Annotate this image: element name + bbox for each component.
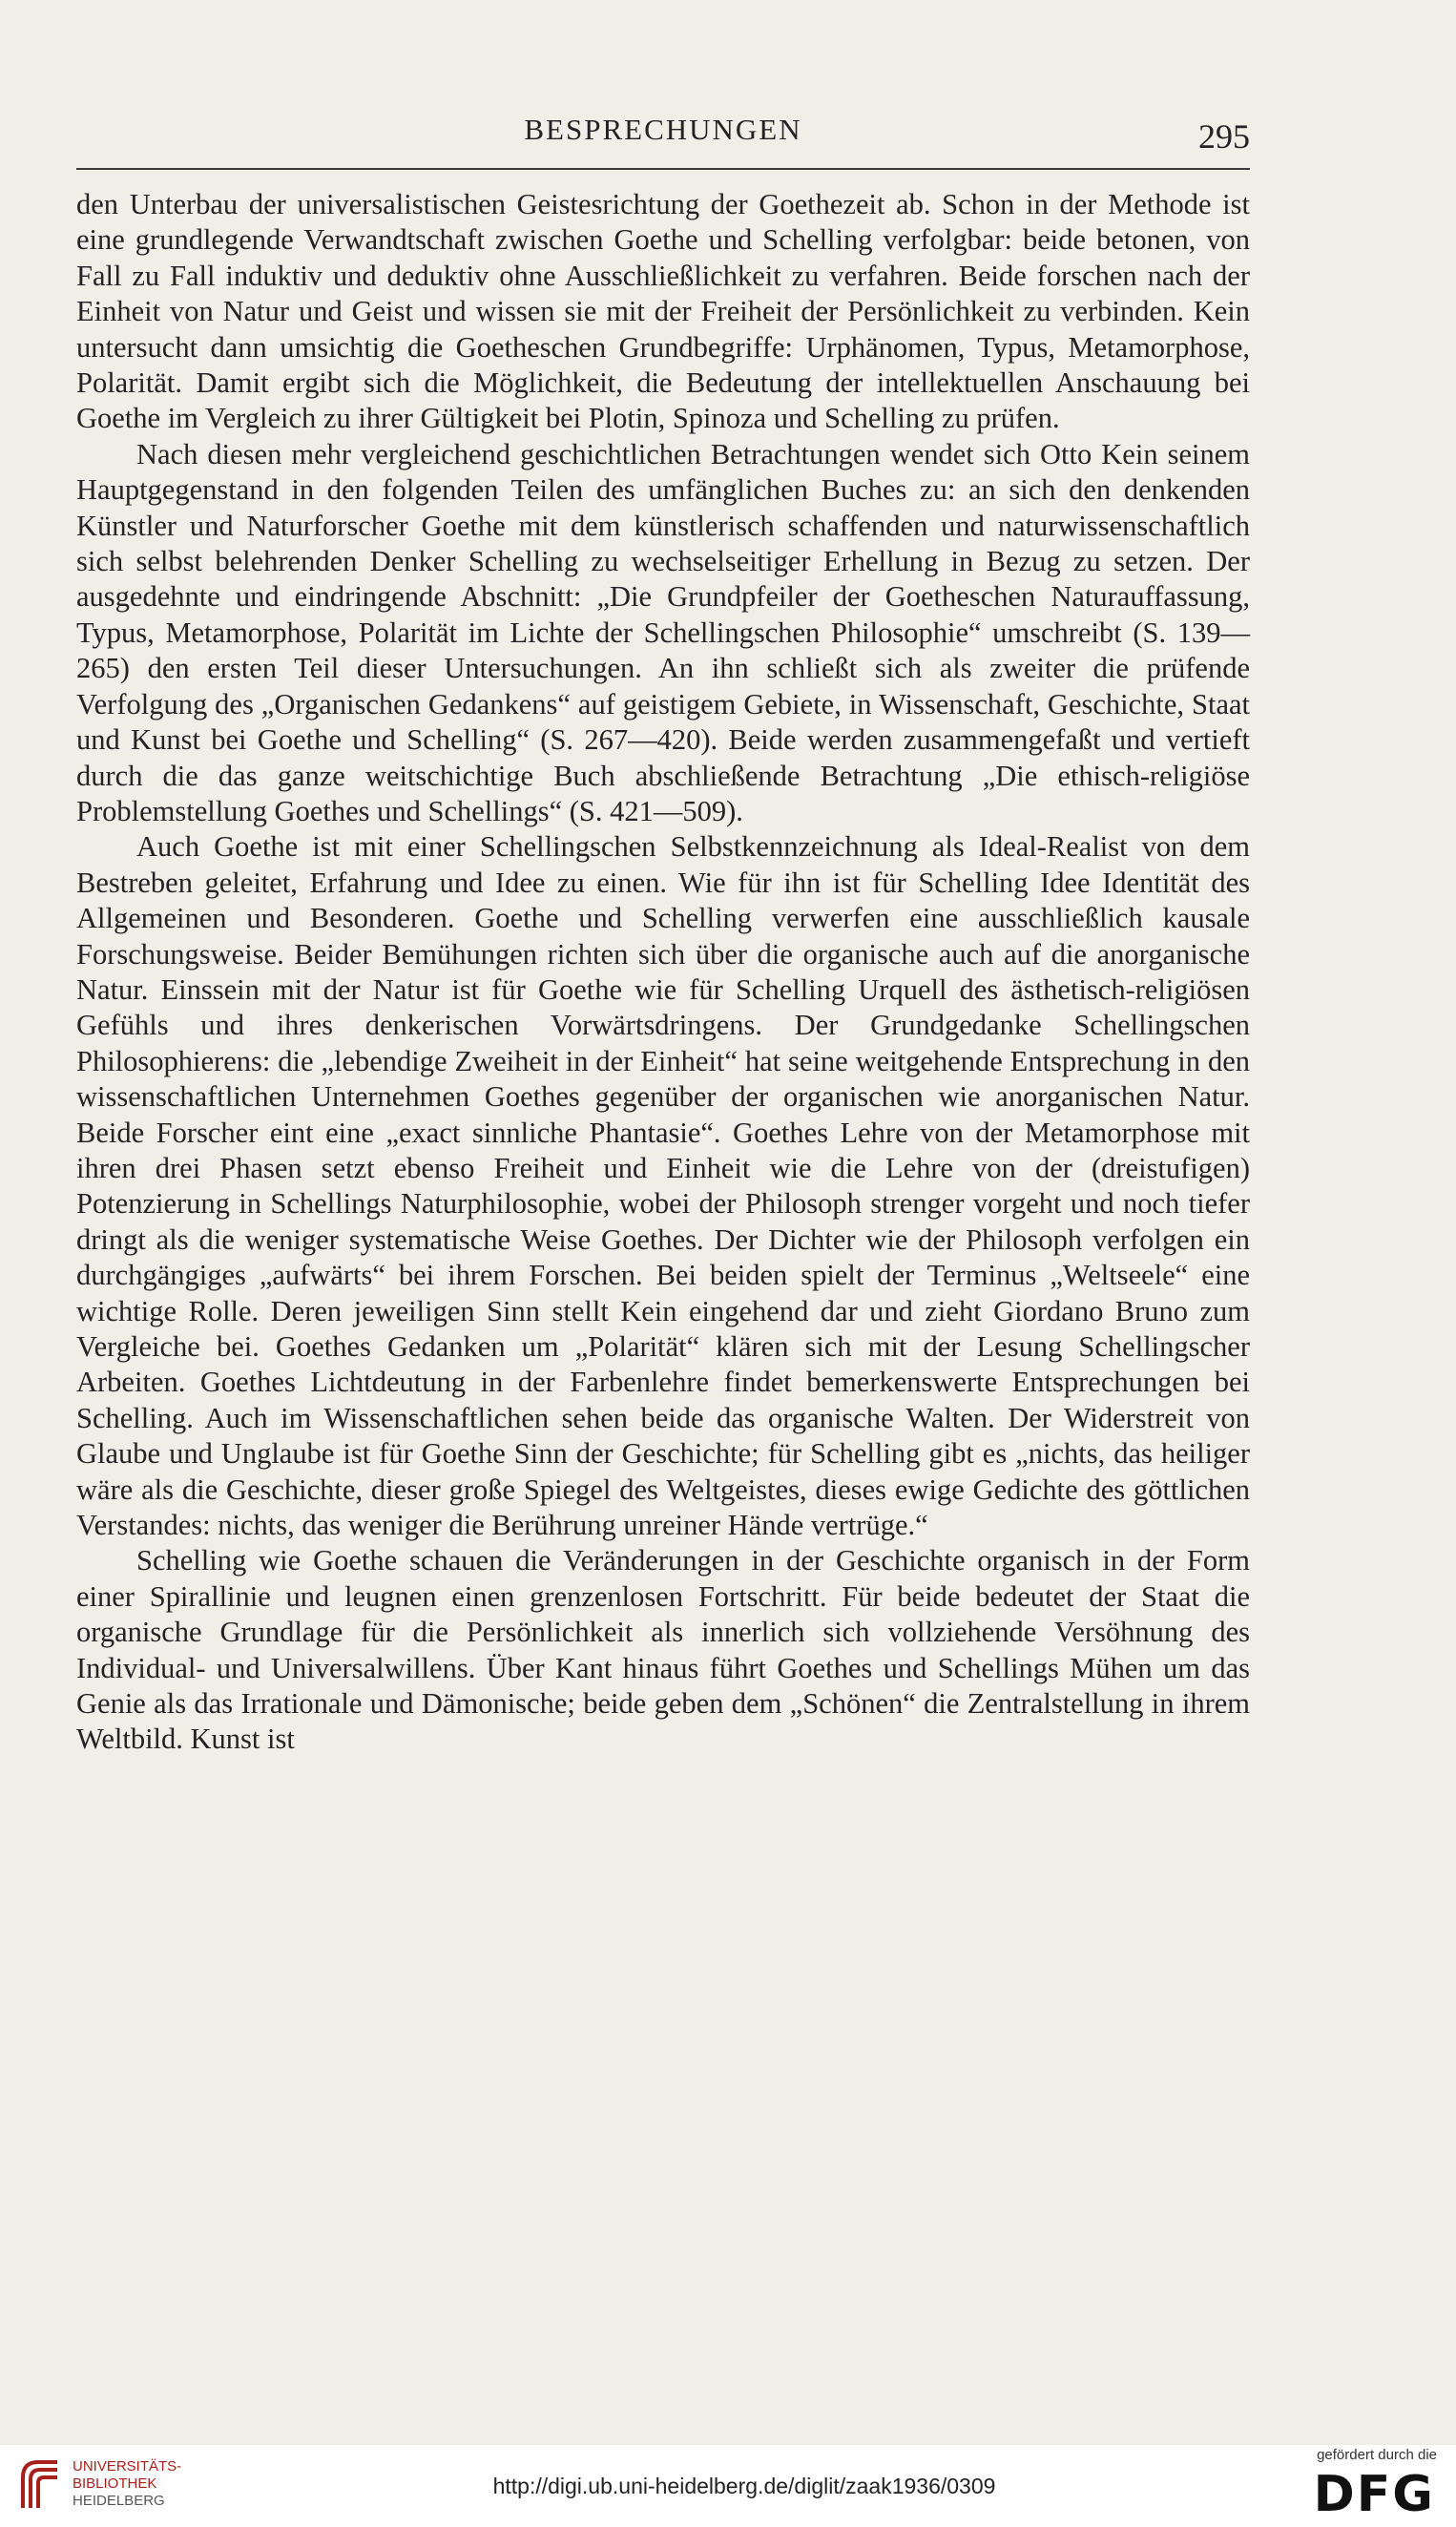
page-number: 295 <box>1198 117 1250 156</box>
funding-note: gefördert durch die <box>1317 2447 1437 2463</box>
digitization-footer <box>0 2445 1456 2527</box>
library-name-line-2: BIBLIOTHEK <box>73 2475 157 2492</box>
header-rule <box>76 168 1250 170</box>
paragraph-3: Auch Goethe ist mit einer Schellingschen Selbstkennzeichnung als Ideal-Realist von dem Bestreben geleitet, Erfahrung und Idee zu einen. Wie für ihn ist für Schelling Idee Identität des Allgemeinen und Besonderen. Goethe und Schelling verwerfen eine ausschließlich kausale Forschungsweise. Beider Bemühungen richten sich über die organische auch auf die anorganische Natur. Einssein mit der Natur ist für Goethe wie für Schelling Urquell des ästhetisch-religiösen Gefühls und ihres denkerischen Vorwärtsdringens. Der Grundgedanke Schellingschen Philosophierens: die „lebendige Zweiheit in der Einheit“ hat seine weitgehende Entsprechung in den wissenschaftlichen Unternehmen Goethes gegenüber der organischen wie anorganischen Natur. Beide Forscher eint eine „exact sinnliche Phantasie“. Goethes Lehre von der Metamorphose mit ihren drei Phasen setzt ebenso Freiheit und Einheit wie die Lehre von der (dreistufigen) Potenzierung in Schellings Naturphilosophie, wobei der Philosoph strenger vorgeht und noch tiefer dringt als die weniger systematische Weise Goethes. Der Dichter wie der Philosoph verfolgen ein durchgängiges „aufwärts“ bei ihrem Forschen. Bei beiden spielt der Terminus „Weltseele“ eine wichtige Rolle. Deren jeweiligen Sinn stellt Kein eingehend dar und zieht Giordano Bruno zum Vergleiche bei. Goethes Gedanken um „Polarität“ klären sich mit der Lesung Schellingscher Arbeiten. Goethes Lichtdeutung in der Farbenlehre findet bemerkenswerte Entsprechungen bei Schelling. Auch im Wissenschaftlichen sehen beide das organische Walten. Der Widerstreit von Glaube und Unglaube ist für Goethe Sinn der Geschichte; für Schelling gibt es „nichts, das heiliger wäre als die Geschichte, dieser große Spiegel des Weltgeistes, dieses ewige Gedichte des göttlichen Verstandes: nichts, das weniger die Berührung unreiner Hände vertrüge.“ <box>76 830 1250 1542</box>
paragraph-1: den Unterbau der universalistischen Geistesrichtung der Goethezeit ab. Schon in der Methode ist eine grundlegende Verwandtschaft zwischen Goethe und Schelling verfolgbar: beide betonen, von Fall zu Fall induktiv und deduktiv ohne Ausschließlichkeit zu verfahren. Beide forschen nach der Einheit von Natur und Geist und wissen sie mit der Freiheit der Persönlichkeit zu verbinden. Kein untersucht dann umsichtig die Goetheschen Grundbegriffe: Urphänomen, Typus, Metamorphose, Polarität. Damit ergibt sich die Möglichkeit, die Bedeutung der intellektuellen Anschauung bei Goethe im Vergleich zu ihrer Gültigkeit bei Plotin, Spinoza und Schelling zu prüfen. <box>76 188 1250 435</box>
page-header <box>76 107 1250 164</box>
permalink[interactable]: http://digi.ub.uni-heidelberg.de/diglit/zaak1936/0309 <box>492 2474 996 2498</box>
library-logo-icon <box>15 2454 63 2512</box>
review-body <box>76 187 1250 1758</box>
library-name <box>73 2458 181 2510</box>
library-name-line-1: UNIVERSITÄTS- <box>73 2458 182 2475</box>
library-name-line-3: HEIDELBERG <box>73 2493 165 2509</box>
paragraph-4: Schelling wie Goethe schauen die Veränderungen in der Geschichte organisch in der Form einer Spirallinie und leugnen einen grenzenlosen Fortschritt. Für beide bedeutet der Staat die organische Grundlage für die Persönlichkeit als innerlich sich vollziehende Versöhnung des Individual- und Universalwillens. Über Kant hinaus führt Goethes und Schellings Mühen um das Genie als das Irrationale und Dämonische; beide geben dem „Schönen“ die Zentralstellung in ihrem Weltbild. Kunst ist <box>76 1544 1250 1756</box>
running-head: BESPRECHUNGEN <box>524 113 802 146</box>
paragraph-2: Nach diesen mehr vergleichend geschichtlichen Betrachtungen wendet sich Otto Kein seinem Hauptgegenstand in den folgenden Teilen des umfänglichen Buches zu: an sich den denkenden Künstler und Naturforscher Goethe mit dem künstlerisch schaffenden und naturwissenschaftlich sich selbst belehrenden Denker Schelling zu wechselseitiger Erhellung in Bezug zu setzen. Der ausgedehnte und eindringende Abschnitt: „Die Grundpfeiler der Goetheschen Naturauffassung, Typus, Metamorphose, Polarität im Lichte der Schellingschen Philosophie“ umschreibt (S. 139—265) den ersten Teil dieser Untersuchungen. An ihn schließt sich als zweiter die prüfende Verfolgung des „Organischen Gedankens“ auf geistigem Gebiete, in Wissenschaft, Geschichte, Staat und Kunst bei Goethe und Schelling“ (S. 267—420). Beide werden zusammengefaßt und vertieft durch die das ganze weitschichtige Buch abschließende Betrachtung „Die ethisch-religiöse Problemstellung Goethes und Schellings“ (S. 421—509). <box>76 437 1250 827</box>
dfg-logo: DFG <box>1313 2466 1435 2523</box>
